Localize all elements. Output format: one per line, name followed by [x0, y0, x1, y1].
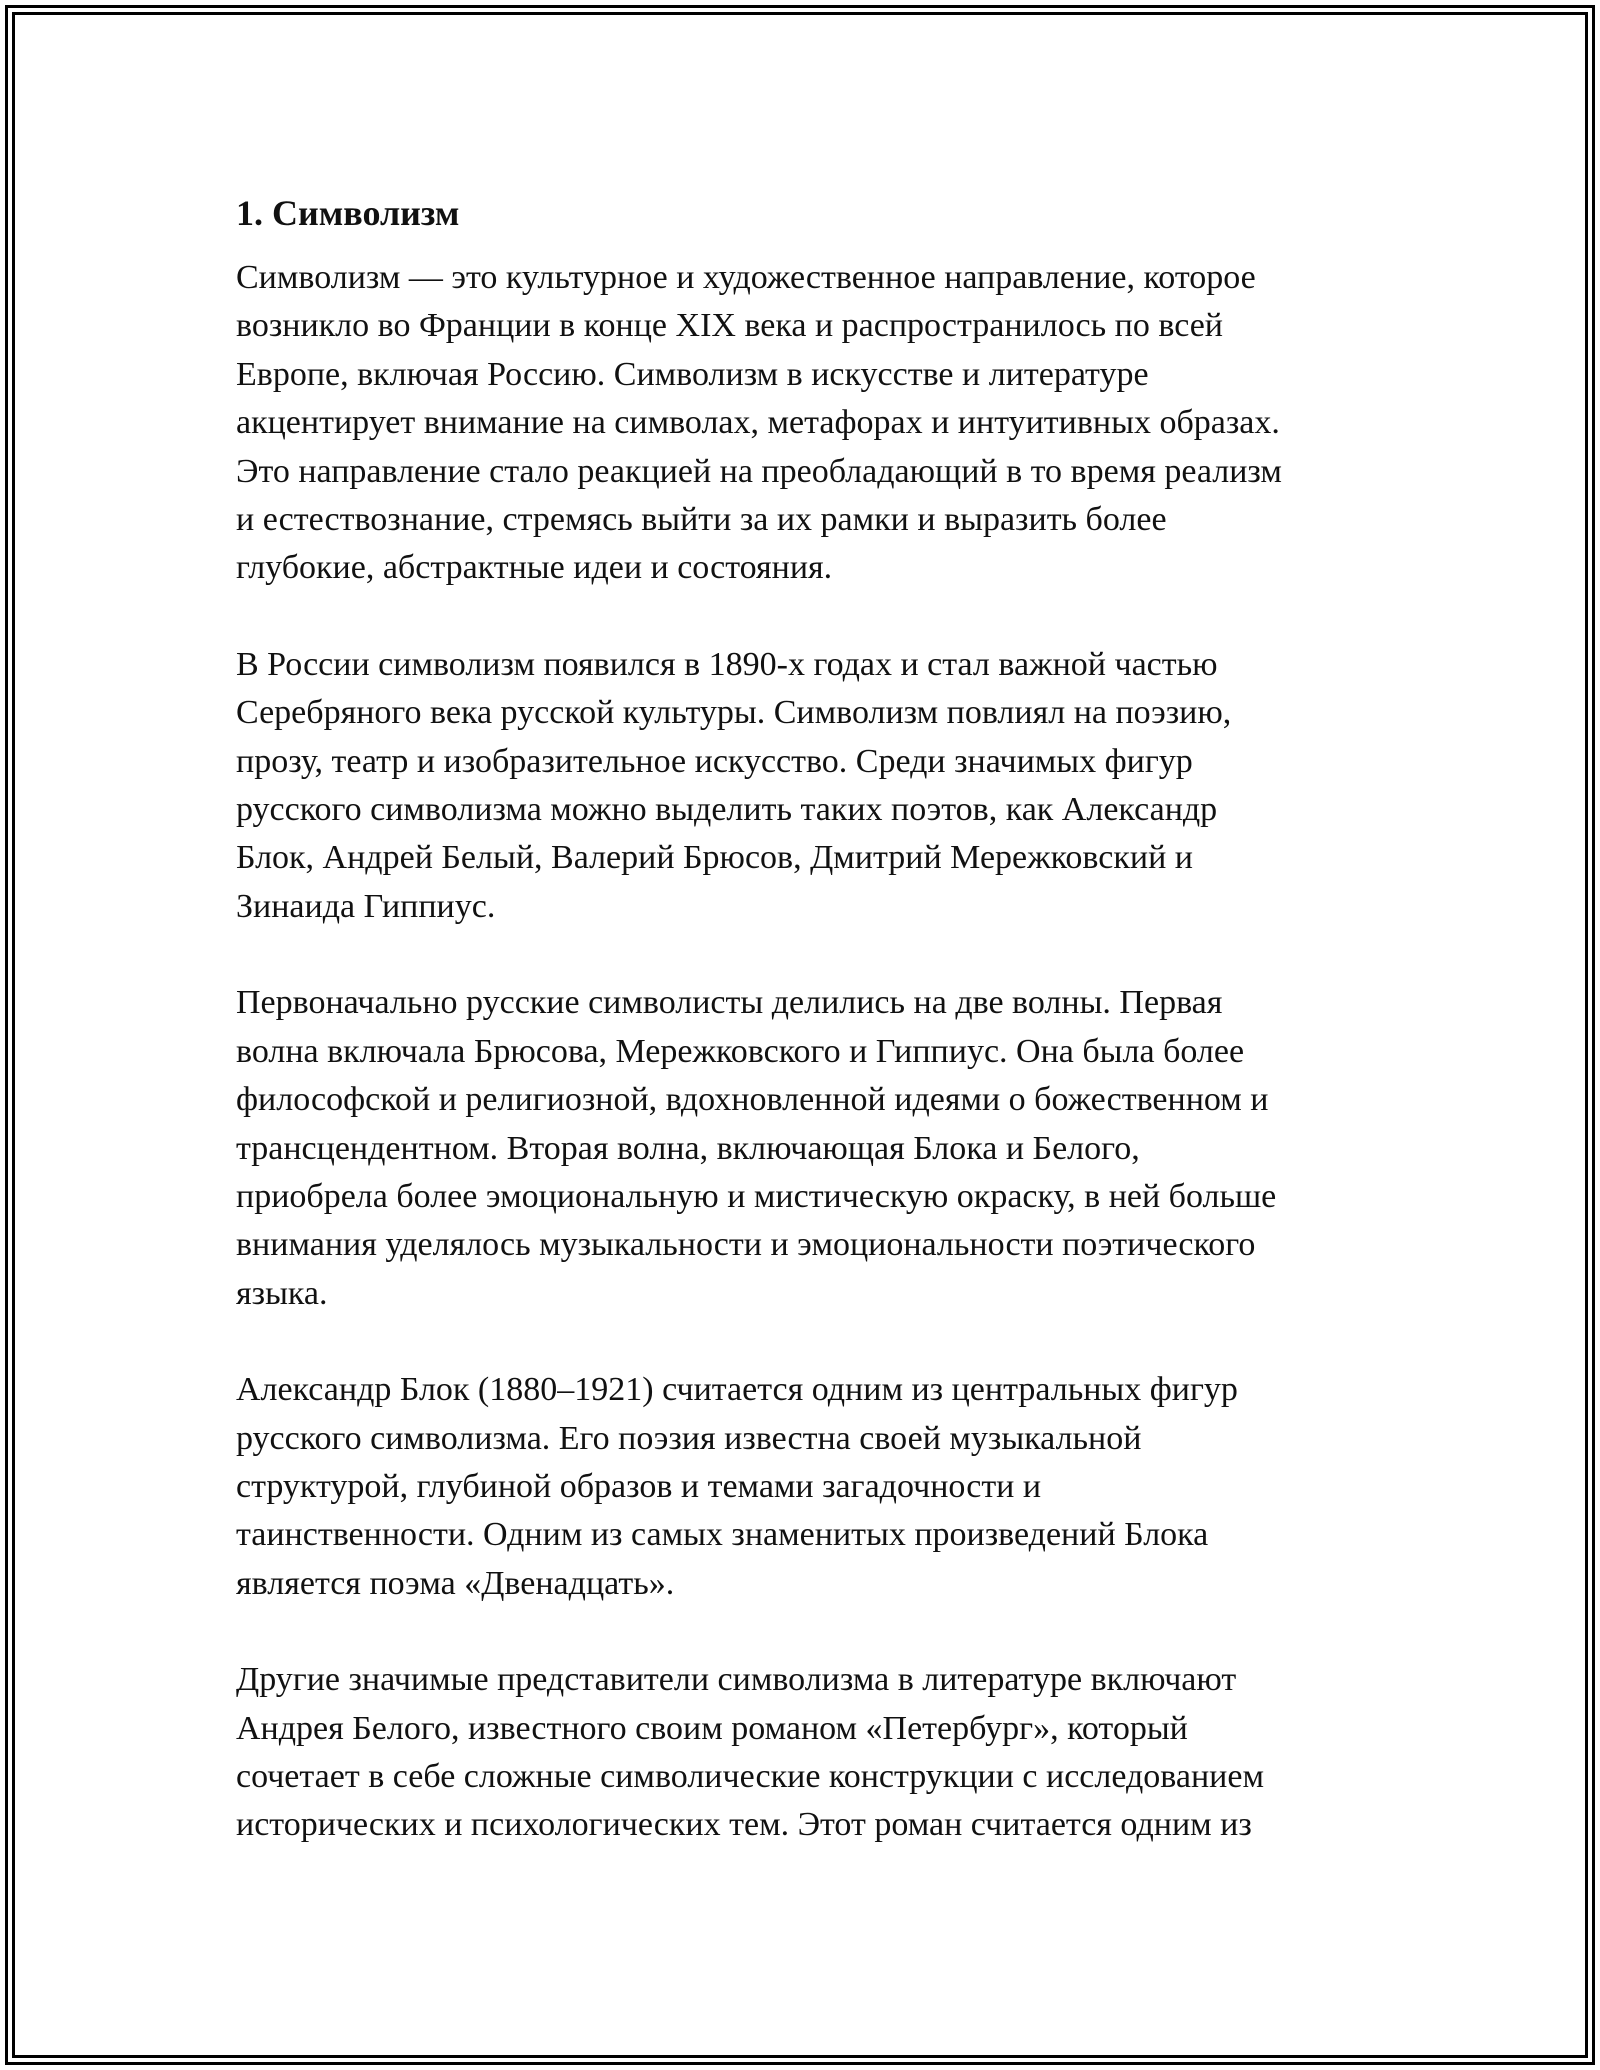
paragraph-two-waves: [236, 979, 1386, 1318]
text-line: Европе, включая Россию. Символизм в искусстве и литературе: [236, 355, 1149, 393]
paragraph-intro: [236, 254, 1386, 593]
paragraph-other-representatives: [236, 1656, 1386, 1850]
text-line: Это направление стало реакцией на преобладающий в то время реализм: [236, 452, 1282, 490]
text-line: языка.: [236, 1274, 328, 1312]
text-line: глубокие, абстрактные идеи и состояния.: [236, 549, 833, 587]
text-line: Зинаида Гиппиус.: [236, 887, 496, 925]
text-line: внимания уделялось музыкальности и эмоциональности поэтического: [236, 1226, 1256, 1264]
text-line: Александр Блок (1880–1921) считается одним из центральных фигур: [236, 1371, 1238, 1409]
text-line: возникло во Франции в конце XIX века и распространилось по всей: [236, 307, 1223, 345]
text-line: Другие значимые представители символизма в литературе включают: [236, 1661, 1237, 1699]
text-line: Блок, Андрей Белый, Валерий Брюсов, Дмитрий Мережковский и: [236, 839, 1193, 877]
text-line: и естествознание, стремясь выйти за их рамки и выразить более: [236, 501, 1167, 539]
text-line: трансцендентном. Вторая волна, включающая Блока и Белого,: [236, 1129, 1140, 1167]
text-line: русского символизма. Его поэзия известна своей музыкальной: [236, 1419, 1142, 1457]
text-line: русского символизма можно выделить таких поэтов, как Александр: [236, 791, 1218, 829]
text-line: акцентирует внимание на символах, метафорах и интуитивных образах.: [236, 404, 1280, 442]
text-line: Символизм — это культурное и художественное направление, которое: [236, 259, 1256, 296]
paragraph-russia: [236, 641, 1386, 931]
section-heading: 1. Символизм: [236, 193, 460, 233]
text-line: приобрела более эмоциональную и мистическую окраску, в ней больше: [236, 1177, 1277, 1215]
text-line: Серебряного века русской культуры. Символизм повлиял на поэзию,: [236, 694, 1232, 732]
text-line: прозу, театр и изобразительное искусство. Среди значимых фигур: [236, 742, 1193, 780]
text-line: В России символизм появился в 1890-х годах и стал важной частью: [236, 645, 1218, 683]
text-line: структурой, глубиной образов и темами загадочности и: [236, 1467, 1042, 1505]
document-body: [236, 190, 1386, 1898]
paragraph-blok: [236, 1366, 1386, 1608]
text-line: философской и религиозной, вдохновленной идеями о божественном и: [236, 1081, 1269, 1119]
text-line: сочетает в себе сложные символические конструкции с исследованием: [236, 1757, 1264, 1795]
text-line: таинственности. Одним из самых знаменитых произведений Блока: [236, 1516, 1209, 1554]
text-line: Андрея Белого, известного своим романом «Петербург», который: [236, 1709, 1188, 1747]
text-line: Первоначально русские символисты делились на две волны. Первая: [236, 984, 1223, 1022]
text-line: является поэма «Двенадцать».: [236, 1564, 675, 1602]
text-line: исторических и психологических тем. Этот роман считается одним из: [236, 1806, 1252, 1844]
text-line: волна включала Брюсова, Мережковского и Гиппиус. Она была более: [236, 1032, 1245, 1070]
